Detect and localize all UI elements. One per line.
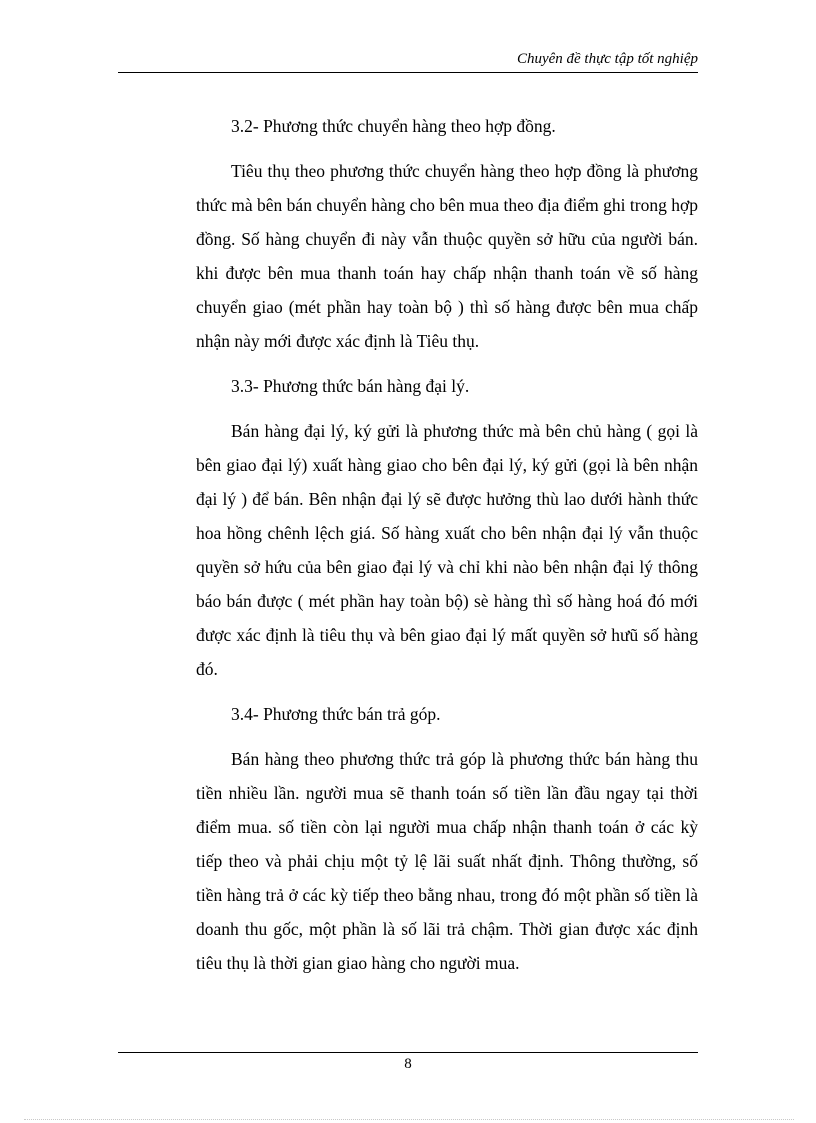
section-paragraph-3-4: Bán hàng theo phương thức trả góp là phương thức bán hàng thu tiền nhiều lần. người mua sẽ thanh toán số tiền lần đầu ngay tại thời điểm mua. số tiền còn lại người mua chấp nhận thanh toán ở các kỳ tiếp theo và phải chịu một tỷ lệ lãi suất nhất định. Thông thường, số tiền hàng trả ở các kỳ tiếp theo bằng nhau, trong đó một phần số tiền là doanh thu gốc, một phần là số lãi trả chậm. Thời gian được xác định tiêu thụ là thời gian giao hàng cho người mua.	[196, 749, 698, 973]
document-body	[196, 109, 698, 991]
running-header: Chuyên đề thực tập tốt nghiệp	[516, 51, 698, 67]
footer-divider	[118, 1052, 698, 1053]
page-number: 8	[404, 1056, 412, 1072]
section-heading-3-3: 3.3- Phương thức bán hàng đại lý.	[231, 376, 470, 396]
section-heading-3-2: 3.2- Phương thức chuyển hàng theo hợp đồng.	[231, 116, 556, 136]
section-heading-3-4: 3.4- Phương thức bán trả góp.	[231, 704, 441, 724]
page-boundary	[24, 1119, 794, 1120]
section-paragraph-3-3: Bán hàng đại lý, ký gửi là phương thức mà bên chủ hàng ( gọi là bên giao đại lý) xuất hàng giao cho bên đại lý, ký gửi (gọi là bên nhận đại lý ) để bán. Bên nhận đại lý sẽ được hưởng thù lao dưới hành thức hoa hồng chênh lệch giá. Số hàng xuất cho bên nhận đại lý vẫn thuộc quyền sở hứu của bên giao đại lý và chỉ khi nào bên nhận đại lý thông báo bán được ( mét phần hay toàn bộ) sè hàng thì số hàng hoá đó mới được xác định là tiêu thụ và bên giao đại lý mất quyền sở hưũ số hàng đó.	[196, 421, 698, 679]
header-divider	[118, 72, 698, 73]
section-paragraph-3-2: Tiêu thụ theo phương thức chuyển hàng theo hợp đồng là phương thức mà bên bán chuyển hàng cho bên mua theo địa điểm ghi trong hợp đồng. Số hàng chuyển đi này vẫn thuộc quyền sở hữu của người bán. khi được bên mua thanh toán hay chấp nhận thanh toán về số hàng chuyển giao (mét phần hay toàn bộ ) thì số hàng được bên mua chấp nhận này mới được xác định là Tiêu thụ.	[196, 161, 698, 351]
